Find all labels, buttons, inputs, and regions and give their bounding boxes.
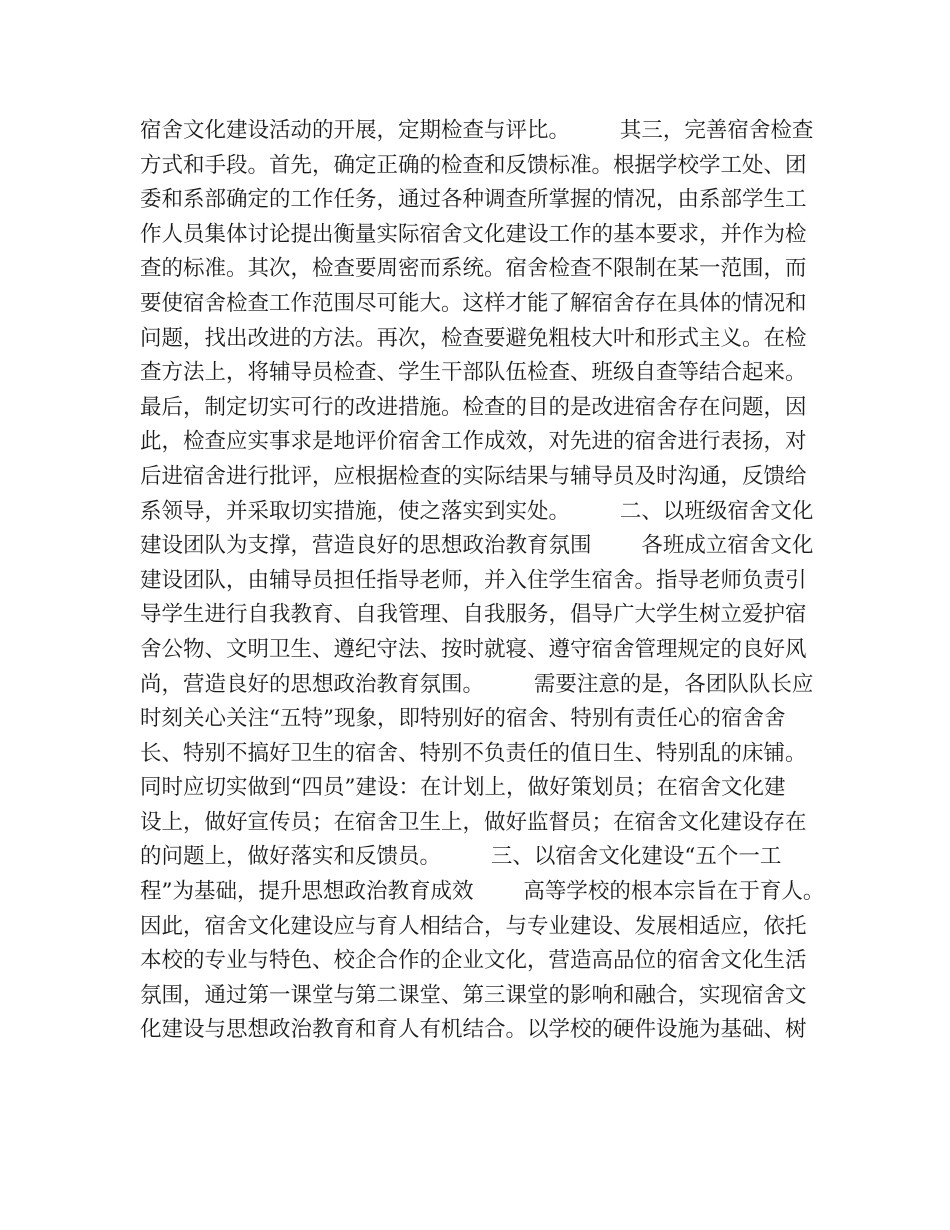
text-line: 本校的专业与特色、校企合作的企业文化，营造高品位的宿舍文化生活 — [140, 948, 807, 974]
text-line: 系领导，并采取切实措施，使之落实到实处。 二、以班级宿舍文化 — [140, 498, 814, 524]
text-line: 导学生进行自我教育、自我管理、自我服务，倡导广大学生树立爱护宿 — [140, 602, 807, 628]
text-line: 舍公物、文明卫生、遵纪守法、按时就寝、遵守宿舍管理规定的良好风 — [140, 636, 807, 662]
text-line: 要使宿舍检查工作范围尽可能大。这样才能了解宿舍存在具体的情况和 — [140, 290, 807, 316]
text-line: 尚，营造良好的思想政治教育氛围。 需要注意的是，各团队队长应 — [140, 671, 814, 697]
text-line: 查的标准。其次，检查要周密而系统。宿舍检查不限制在某一范围，而 — [140, 256, 807, 282]
text-line: 此，检查应实事求是地评价宿舍工作成效，对先进的宿舍进行表扬，对 — [140, 429, 807, 455]
text-line: 问题，找出改进的方法。再次，检查要避免粗枝大叶和形式主义。在检 — [140, 325, 807, 351]
text-line: 建设团队，由辅导员担任指导老师，并入住学生宿舍。指导老师负责引 — [140, 567, 807, 593]
body-text — [140, 114, 840, 1048]
text-line: 的问题上，做好落实和反馈员。 三、以宿舍文化建设“五个一工 — [140, 844, 782, 870]
text-line: 查方法上，将辅导员检查、学生干部队伍检查、班级自查等结合起来。 — [140, 360, 807, 386]
text-line: 程”为基础，提升思想政治教育成效 高等学校的根本宗旨在于育人。 — [140, 879, 825, 905]
text-line: 宿舍文化建设活动的开展，定期检查与评比。 其三，完善宿舍检查 — [140, 118, 814, 143]
text-line: 同时应切实做到“四员”建设：在计划上，做好策划员；在宿舍文化建 — [140, 775, 786, 801]
text-line: 设上，做好宣传员；在宿舍卫生上，做好监督员；在宿舍文化建设存在 — [140, 809, 807, 835]
text-line: 委和系部确定的工作任务，通过各种调查所掌握的情况，由系部学生工 — [140, 187, 807, 213]
text-line: 作人员集体讨论提出衡量实际宿舍文化建设工作的基本要求，并作为检 — [140, 221, 807, 247]
text-line: 长、特别不搞好卫生的宿舍、特别不负责任的值日生、特别乱的床铺。 — [140, 740, 807, 766]
text-line: 建设团队为支撑，营造良好的思想政治教育氛围 各班成立宿舍文化 — [140, 533, 814, 559]
text-line: 后进宿舍进行批评，应根据检查的实际结果与辅导员及时沟通，反馈给 — [140, 463, 807, 489]
text-line: 化建设与思想政治教育和育人有机结合。以学校的硬件设施为基础、树 — [140, 1017, 807, 1043]
text-line: 时刻关心关注“五特”现象，即特别好的宿舍、特别有责任心的宿舍舍 — [140, 706, 786, 732]
text-line: 因此，宿舍文化建设应与育人相结合，与专业建设、发展相适应，依托 — [140, 913, 807, 939]
text-line: 最后，制定切实可行的改进措施。检查的目的是改进宿舍存在问题，因 — [140, 394, 807, 420]
text-line: 氛围，通过第一课堂与第二课堂、第三课堂的影响和融合，实现宿舍文 — [140, 982, 807, 1008]
text-line: 方式和手段。首先，确定正确的检查和反馈标准。根据学校学工处、团 — [140, 152, 807, 178]
